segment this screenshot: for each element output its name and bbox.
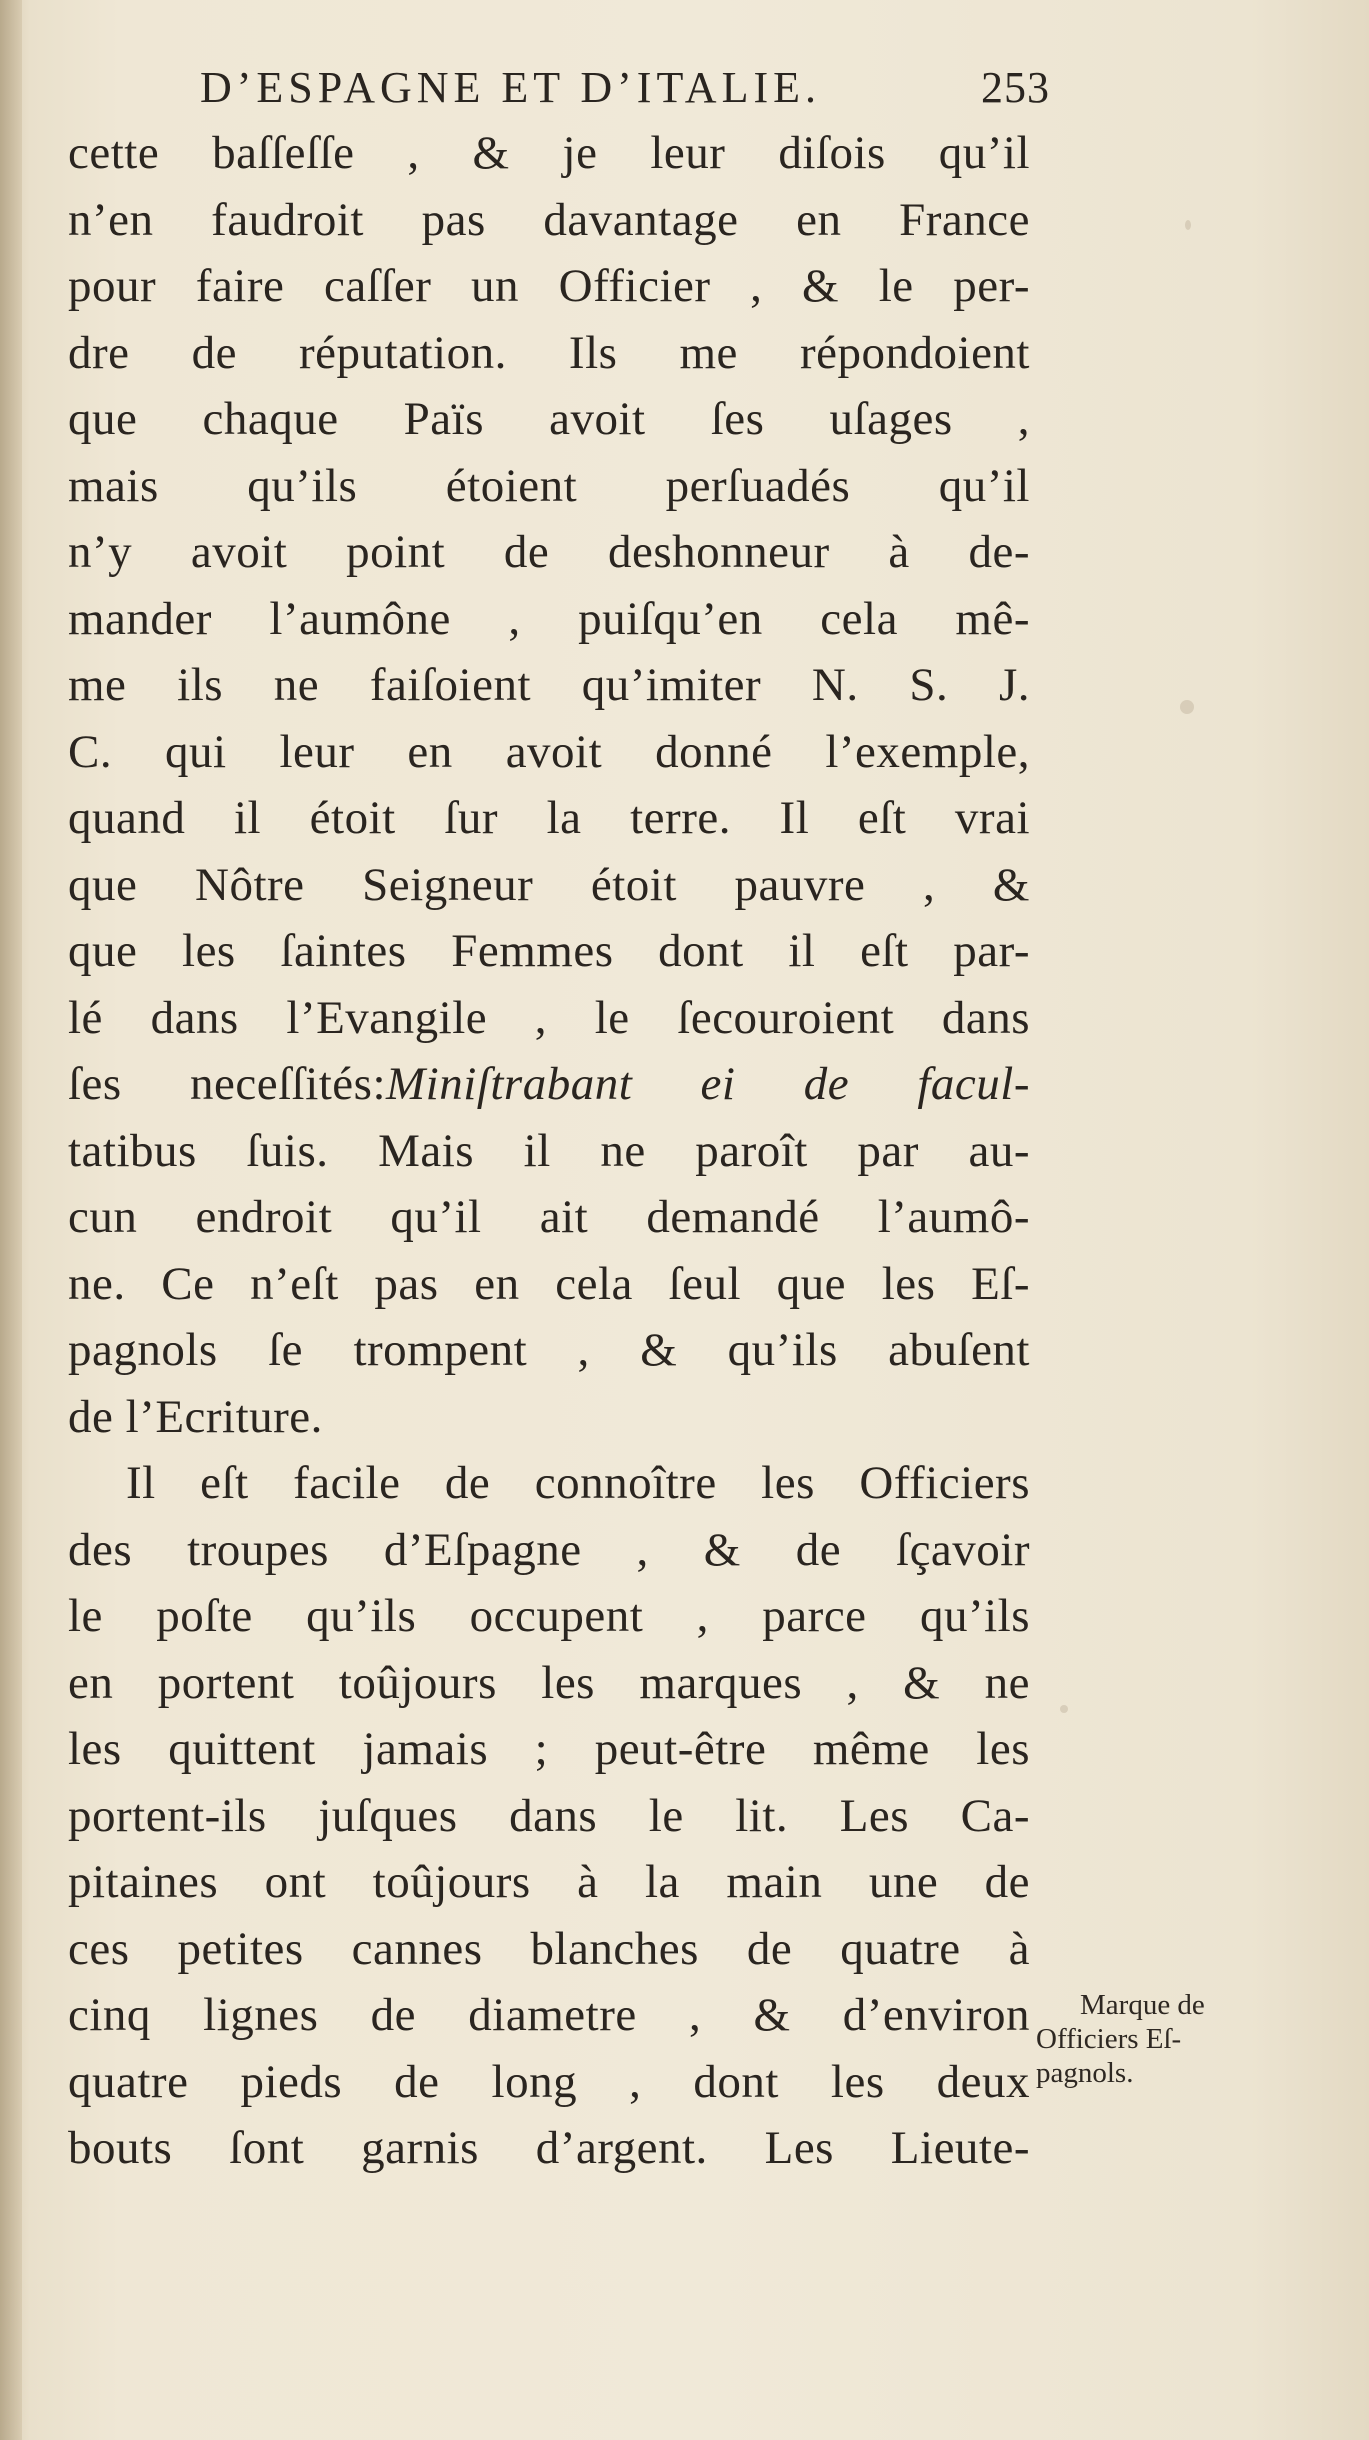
- text-line: mais qu’ils étoient perſuadés qu’il: [68, 459, 1030, 512]
- text-line: cun endroit qu’il ait demandé l’aumô-: [68, 1191, 1030, 1243]
- margin-note: [1036, 1988, 1286, 2090]
- margin-note-line: pagnols.: [1036, 2057, 1134, 2089]
- text-line: ne. Ce n’eſt pas en cela ſeul que les Eſ-: [68, 1257, 1030, 1310]
- text-line: quand il étoit ſur la terre. Il eſt vrai: [68, 792, 1030, 844]
- text-line: des troupes d’Eſpagne , & de ſçavoir: [68, 1523, 1030, 1576]
- text-line: cinq lignes de diametre , & d’environ: [68, 1989, 1030, 2041]
- text-segment: ſes neceſſités:: [68, 1058, 387, 1110]
- text-line: de l’Ecriture.: [68, 1390, 323, 1443]
- text-line: mander l’aumône , puiſqu’en cela mê-: [68, 592, 1030, 645]
- text-line: pour faire caſſer un Officier , & le per-: [68, 260, 1030, 312]
- text-line: tatibus ſuis. Mais il ne paroît par au-: [68, 1124, 1030, 1177]
- text-line: pitaines ont toûjours à la main une de: [68, 1856, 1030, 1908]
- text-line: que chaque Païs avoit ſes uſages ,: [68, 393, 1030, 445]
- latin-quote: Miniſtrabant ei de facul-: [386, 1058, 1030, 1110]
- running-head: D’ESPAGNE ET D’ITALIE.: [200, 63, 821, 112]
- text-line: que les ſaintes Femmes dont il eſt par-: [68, 925, 1030, 977]
- text-line: cette baſſeſſe , & je leur diſois qu’il: [68, 127, 1030, 179]
- text-line: pagnols ſe trompent , & qu’ils abuſent: [68, 1324, 1030, 1376]
- margin-note-line: Marque de: [1080, 1989, 1205, 2021]
- paper-stain: [1180, 700, 1194, 714]
- text-line: C. qui leur en avoit donné l’exemple,: [68, 725, 1030, 778]
- text-line: ces petites cannes blanches de quatre à: [68, 1922, 1030, 1975]
- text-line: portent-ils juſques dans le lit. Les Ca-: [68, 1789, 1030, 1842]
- text-line: quatre pieds de long , dont les deux: [68, 2055, 1030, 2108]
- text-line: le poſte qu’ils occupent , parce qu’ils: [68, 1590, 1030, 1642]
- text-line: Il eſt facile de connoître les Officiers: [126, 1457, 1030, 1509]
- text-line: me ils ne faiſoient qu’imiter N. S. J.: [68, 659, 1030, 711]
- text-line-with-quote: [68, 1051, 1030, 1118]
- paper-stain: [1060, 1705, 1068, 1713]
- page-binding-edge: [0, 0, 22, 2440]
- text-line: lé dans l’Evangile , le ſecouroient dans: [68, 991, 1030, 1044]
- text-line: dre de réputation. Ils me répondoient: [68, 326, 1030, 379]
- body-text: [68, 120, 1030, 2182]
- text-line: en portent toûjours les marques , & ne: [68, 1656, 1030, 1709]
- text-line: n’y avoit point de deshonneur à de-: [68, 526, 1030, 578]
- text-line: n’en faudroit pas davantage en France: [68, 193, 1030, 246]
- margin-note-line: Officiers Eſ-: [1036, 2023, 1182, 2055]
- page-number: 253: [981, 63, 1050, 112]
- text-line: que Nôtre Seigneur étoit pauvre , &: [68, 858, 1030, 911]
- text-line: les quittent jamais ; peut-être même les: [68, 1723, 1030, 1775]
- text-line: bouts ſont garnis d’argent. Les Lieute-: [68, 2122, 1030, 2174]
- paper-stain: [1185, 220, 1191, 230]
